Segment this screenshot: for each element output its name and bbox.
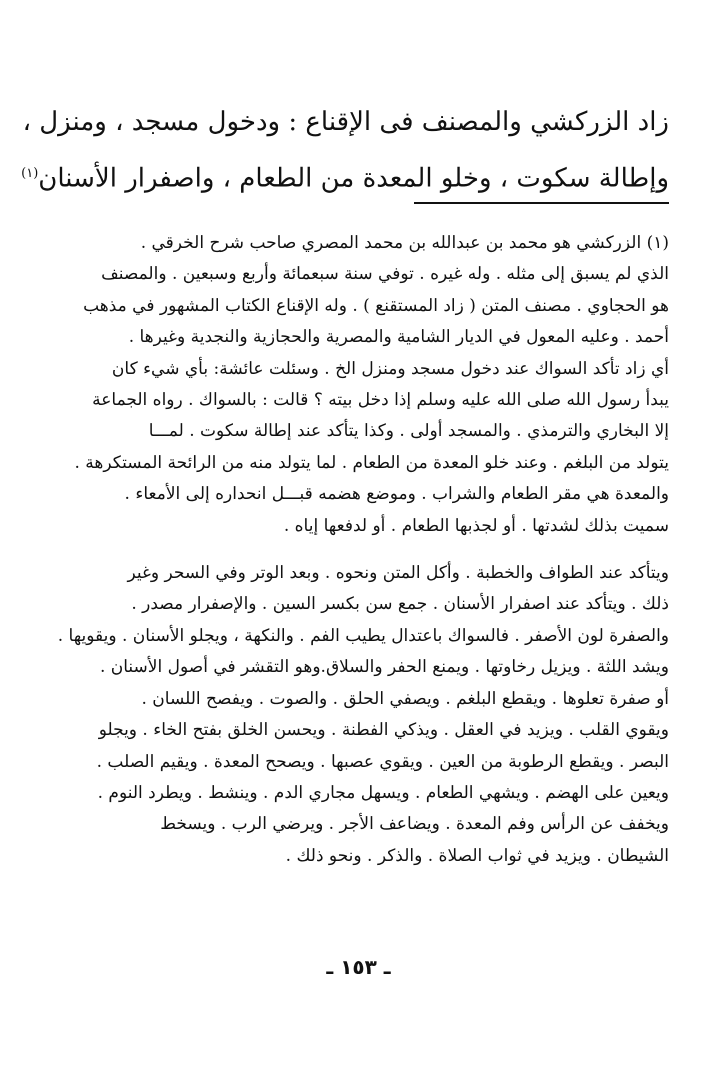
footnote-line: (١) الزركشي هو محمد بن عبدالله بن محمد المصري صاحب شرح الخرقي . [140,233,669,253]
footnote-line: هو الحجاوي . مصنف المتن ( زاد المستقنع ) . وله الإقناع الكتاب المشهور في مذهب [83,295,669,316]
footnote-line: الشيطان . ويزيد في ثواب الصلاة . والذكر . ونحو ذلك . [285,845,669,866]
footnote-line: البصر . ويقطع الرطوبة من العين . ويقوي عصبها . ويصحح المعدة . ويقيم الصلب . [96,751,669,772]
footnote-line: أحمد . وعليه المعول في الديار الشامية والمصرية والحجازية والنجدية وغيرها . [128,327,669,348]
footnote-line: والصفرة لون الأصفر . فالسواك باعتدال يطيب الفم . والنكهة ، ويجلو الأسنان . ويقويها . [57,625,669,646]
footnote-line: ويخفف عن الرأس وفم المعدة . ويضاعف الأجر . ويرضي الرب . ويسخط [160,814,669,835]
footnote-block [40,228,669,872]
footnote-line: ويعين على الهضم . ويشهي الطعام . ويسهل مجاري الدم . وينشط . ويطرد النوم . [97,782,669,803]
footnote-line: يتولد من البلغم . وعند خلو المعدة من الطعام . لما يتولد منه من الرائحة المستكرهة . [74,452,669,473]
footnote-line: سميت بذلك لشدتها . أو لجذبها الطعام . أو لدفعها إياه . [283,515,669,536]
footnote-line: ويقوي القلب . ويزيد في العقل . ويذكي الفطنة . ويحسن الخلق بفتح الخاء . ويجلو [98,720,669,741]
footnote-separator-rule [414,202,669,204]
footnote-line: يبدأ رسول الله صلى الله عليه وسلم إذا دخل بيته ؟ قالت : بالسواك . رواه الجماعة [92,390,669,411]
footnote-line: أي زاد تأكد السواك عند دخول مسجد ومنزل الخ . وسئلت عائشة: بأي شيء كان [111,358,669,379]
footnote-line: ويتأكد عند الطواف والخطبة . وأكل المتن ونحوه . وبعد الوتر وفي السحر وغير [127,563,669,584]
footnote-line: ذلك . ويتأكد عند اصفرار الأسنان . جمع سن بكسر السين . والإصفرار مصدر . [131,594,669,615]
main-text-block [21,96,669,205]
page-number: ـ ١٥٣ ـ [326,955,391,979]
footnote-line: ويشد اللثة . ويزيل رخاوتها . ويمنع الحفر والسلاق.وهو التقشر في أصول الأسنان . [99,657,669,678]
footnote-line: أو صفرة تعلوها . ويقطع البلغم . ويصفي الحلق . والصوت . ويفصح اللسان . [141,688,669,709]
footnote-line: إلا البخاري والترمذي . والمسجد أولى . وكذا يتأكد عند إطالة سكوت . لمـــا [148,421,669,442]
footnote-paragraph [40,558,669,872]
footnote-reference: (١) [21,166,39,181]
main-text-line: زاد الزركشي والمصنف فى الإقناع : ودخول مسجد ، ومنزل ، [22,107,669,137]
footnote-line: والمعدة هي مقر الطعام والشراب . وموضع هضمه قبـــل انحداره إلى الأمعاء . [124,484,669,505]
footnote-paragraph [40,228,669,542]
footnote-line: الذي لم يسبق إلى مثله . وله غيره . توفي سنة سبعمائة وأربع وسبعين . والمصنف [101,264,669,285]
main-text-line-content: وإطالة سكوت ، وخلو المعدة من الطعام ، واصفرار الأسنان [38,163,669,194]
main-text-line [21,148,669,205]
